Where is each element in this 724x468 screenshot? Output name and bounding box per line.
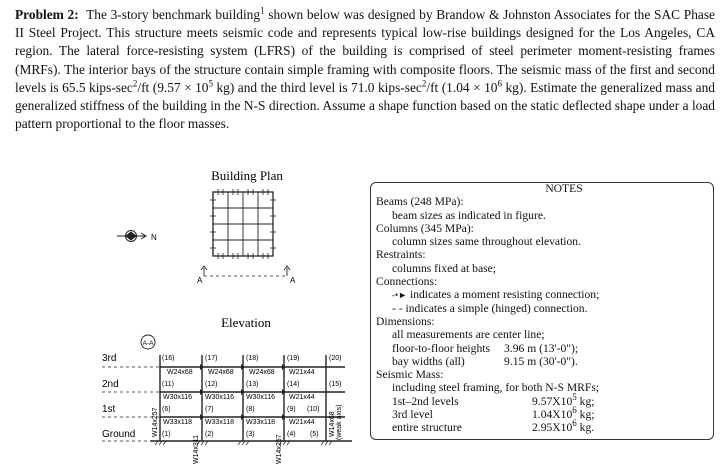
exponent: 2 xyxy=(421,78,427,89)
beam-size: W24x68 xyxy=(167,369,193,376)
mass-unit: kg; xyxy=(576,394,595,408)
notes-seismic-line1: including steel framing, for both N-S MRFs; xyxy=(392,381,600,395)
level-2nd: 2nd xyxy=(102,379,119,390)
notes-mass-3 xyxy=(376,405,712,422)
moment-connection-icon: -•► xyxy=(392,290,408,301)
notes-panel xyxy=(376,182,712,435)
section-mark: A-A xyxy=(142,340,154,347)
beam-size: W33x118 xyxy=(246,419,276,426)
node-label: (13) xyxy=(246,381,259,388)
column-note: (weak axis) xyxy=(336,404,343,440)
node-label: (18) xyxy=(246,355,259,362)
notes-moment-text: indicates a moment resisting connection; xyxy=(409,288,600,302)
node-label: (19) xyxy=(287,355,300,362)
plan-grid xyxy=(201,189,290,276)
notes-mass-12 xyxy=(376,391,712,408)
notes-dim-floor xyxy=(376,342,712,355)
exponent: 6 xyxy=(572,418,577,429)
node-label: (17) xyxy=(205,355,218,362)
simple-connection-icon: - - xyxy=(392,301,403,315)
node-label: (11) xyxy=(162,381,174,388)
notes-simple-connection xyxy=(376,302,712,315)
beam-size: W21x44 xyxy=(289,419,315,426)
mass-all-value xyxy=(532,418,595,435)
exponent: 6 xyxy=(572,405,577,416)
mass-3-label: 3rd level xyxy=(392,408,433,422)
column-size: W14x68 xyxy=(329,411,336,437)
notes-columns: Columns (345 MPa): xyxy=(376,221,474,235)
beam-size: W21x44 xyxy=(289,369,315,376)
node-label: (9) xyxy=(287,406,296,413)
column-size: W14x257 xyxy=(276,434,283,464)
notes-dim-bay xyxy=(376,355,712,368)
dim-bay-value: 9.15 m (30'-0"). xyxy=(504,354,578,368)
beam-size: W21x44 xyxy=(289,394,315,401)
mass-value: 2.95X10 xyxy=(532,421,573,435)
mass-12-label: 1st–2nd levels xyxy=(392,394,459,408)
beam-size: W33x118 xyxy=(163,419,193,426)
node-label: (7) xyxy=(205,406,214,413)
dim-bay-label: bay widths (all) xyxy=(392,354,465,368)
node-label: (8) xyxy=(246,406,255,413)
exponent: 5 xyxy=(208,78,214,89)
notes-columns-detail: column sizes same throughout elevation. xyxy=(392,235,581,249)
node-label: (6) xyxy=(162,406,171,413)
beam-size: W24x68 xyxy=(208,369,234,376)
notes-beams-detail: beam sizes as indicated in figure. xyxy=(392,208,546,222)
north-arrow-icon xyxy=(117,231,146,242)
mass-3-value xyxy=(532,405,595,422)
node-label: (12) xyxy=(205,381,218,388)
node-label: (14) xyxy=(287,381,300,388)
mass-12-value xyxy=(532,391,595,408)
mass-unit: kg. xyxy=(576,421,595,435)
node-label: (5) xyxy=(310,431,319,438)
problem-text-1: The 3-story benchmark building xyxy=(86,7,261,22)
section-label-left: A xyxy=(197,276,203,285)
problem-text-3: /ft (9.57 × 10 xyxy=(137,79,209,95)
plan-title: Building Plan xyxy=(211,168,283,183)
notes-beams: Beams (248 MPa): xyxy=(376,195,464,209)
problem-text-5: /ft (1.04 × 10 xyxy=(426,79,498,95)
mass-all-label: entire structure xyxy=(392,421,462,435)
node-label: (16) xyxy=(162,355,175,362)
column-size: W14x257 xyxy=(152,407,159,437)
notes-dim-line1: all measurements are center line; xyxy=(392,328,545,342)
beam-size: W30x116 xyxy=(163,394,193,401)
column-size: W14x311 xyxy=(193,434,200,464)
dim-floor-label: floor-to-floor heights xyxy=(392,341,490,355)
node-label: (3) xyxy=(246,431,255,438)
north-label: N xyxy=(151,233,157,242)
node-label: (15) xyxy=(329,381,342,388)
exponent: 5 xyxy=(572,391,577,402)
notes-dimensions: Dimensions: xyxy=(376,314,435,328)
footnote-marker: 1 xyxy=(260,5,265,16)
notes-mass-all xyxy=(376,418,712,435)
notes-simple-text: indicates a simple (hinged) connection. xyxy=(405,301,588,315)
section-label-right: A xyxy=(290,276,296,285)
level-1st: 1st xyxy=(102,404,116,415)
beam-size: W30x116 xyxy=(246,394,276,401)
level-ground: Ground xyxy=(102,429,136,440)
notes-title: NOTES xyxy=(545,182,583,195)
mass-value: 1.04X10 xyxy=(532,408,573,422)
beam-size: W24x68 xyxy=(249,369,275,376)
exponent: 6 xyxy=(497,78,502,89)
notes-seismic: Seismic Mass: xyxy=(376,368,444,382)
level-3rd: 3rd xyxy=(102,353,117,364)
node-label: (20) xyxy=(329,355,342,362)
beam-size: W30x116 xyxy=(205,394,235,401)
notes-moment-connection xyxy=(376,288,712,301)
exponent: 2 xyxy=(132,78,138,89)
mass-value: 9.57X10 xyxy=(532,394,573,408)
node-label: (1) xyxy=(162,431,171,438)
node-label: (4) xyxy=(287,431,296,438)
notes-restraints-detail: columns fixed at base; xyxy=(392,261,496,275)
problem-label: Problem 2: xyxy=(15,7,79,22)
mass-unit: kg; xyxy=(576,408,595,422)
elevation-title: Elevation xyxy=(221,315,271,330)
dim-floor-value: 3.96 m (13'-0"); xyxy=(504,341,579,355)
problem-text-2: shown below was designed by Brandow & Johnston Associates for the SAC Phase II Steel Project. This structure meets seismic code and represents typical low-rise buildings designed for the Los Angeles, CA region. The lateral force-resisting system (LFRS) of the building is comprised of steel perimeter moment-resisting frames (MRFs). The interior bays of the structure contain simple framing with composite floors. The seismic mass of the first and second levels is 65.5 kips-sec xyxy=(15,7,715,95)
notes-connections: Connections: xyxy=(376,275,438,289)
node-label: (10) xyxy=(307,406,320,413)
beam-size: W33x118 xyxy=(205,419,235,426)
node-label: (2) xyxy=(205,431,214,438)
notes-restraints: Restraints: xyxy=(376,248,426,262)
problem-text-4: kg) and the third level is 71.0 kips-sec xyxy=(213,79,422,95)
problem-text-6: kg). Estimate the generalized mass and generalized stiffness of the building in the N-S direction. Assume a shape function based on the static deflected shape under a load pattern proportional to the floor masses. xyxy=(15,79,716,132)
